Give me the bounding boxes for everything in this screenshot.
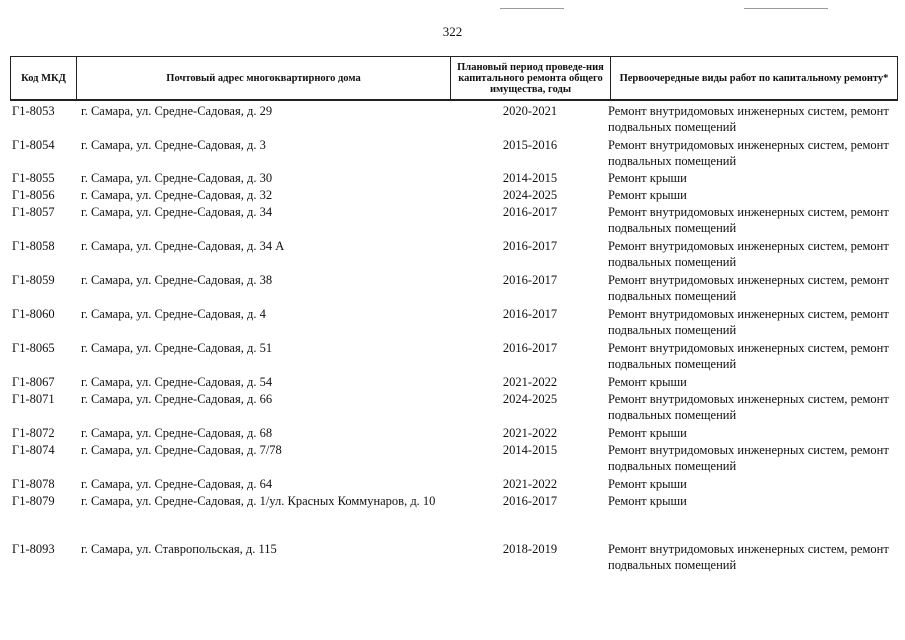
row-code: Г1-8053 bbox=[12, 104, 55, 118]
row-period: 2018-2019 bbox=[502, 542, 558, 556]
top-rule-right bbox=[744, 8, 828, 9]
row-code: Г1-8057 bbox=[12, 205, 55, 219]
row-address: г. Самара, ул. Средне-Садовая, д. 30 bbox=[81, 171, 273, 185]
row-address: г. Самара, ул. Средне-Садовая, д. 34 bbox=[81, 205, 273, 219]
row-works: Ремонт крыши bbox=[608, 375, 687, 389]
row-address: г. Самара, ул. Средне-Садовая, д. 32 bbox=[81, 188, 273, 202]
row-address: г. Самара, ул. Средне-Садовая, д. 64 bbox=[81, 477, 273, 491]
row-works: Ремонт внутридомовых инженерных систем, ремонт подвальных помещений bbox=[608, 239, 889, 269]
row-works: Ремонт внутридомовых инженерных систем, ремонт подвальных помещений bbox=[608, 443, 889, 473]
row-address: г. Самара, ул. Средне-Садовая, д. 66 bbox=[81, 392, 273, 406]
row-works: Ремонт внутридомовых инженерных систем, ремонт подвальных помещений bbox=[608, 273, 889, 303]
row-address: г. Самара, ул. Средне-Садовая, д. 7/78 bbox=[81, 443, 282, 457]
row-works: Ремонт внутридомовых инженерных систем, ремонт подвальных помещений bbox=[608, 341, 889, 371]
row-address: г. Самара, ул. Средне-Садовая, д. 38 bbox=[81, 273, 273, 287]
row-works: Ремонт внутридомовых инженерных систем, ремонт подвальных помещений bbox=[608, 392, 889, 422]
row-works: Ремонт крыши bbox=[608, 171, 687, 185]
row-code: Г1-8060 bbox=[12, 307, 55, 321]
row-works: Ремонт внутридомовых инженерных систем, ремонт подвальных помещений bbox=[608, 104, 889, 134]
row-period: 2020-2021 bbox=[502, 104, 558, 118]
row-period: 2016-2017 bbox=[502, 307, 558, 321]
row-address: г. Самара, ул. Средне-Садовая, д. 51 bbox=[81, 341, 273, 355]
capital-repair-table bbox=[10, 56, 898, 572]
row-period: 2016-2017 bbox=[502, 273, 558, 287]
row-code: Г1-8056 bbox=[12, 188, 55, 202]
row-works: Ремонт внутридомовых инженерных систем, ремонт подвальных помещений bbox=[608, 205, 889, 235]
row-address: г. Самара, ул. Средне-Садовая, д. 1/ул. Красных Коммунаров, д. 10 bbox=[81, 494, 436, 508]
row-address: г. Самара, ул. Средне-Садовая, д. 3 bbox=[81, 138, 266, 152]
row-period: 2016-2017 bbox=[502, 494, 558, 508]
row-address: г. Самара, ул. Средне-Садовая, д. 68 bbox=[81, 426, 273, 440]
row-code: Г1-8065 bbox=[12, 341, 55, 355]
row-code: Г1-8079 bbox=[12, 494, 55, 508]
row-address: г. Самара, ул. Средне-Садовая, д. 54 bbox=[81, 375, 273, 389]
row-address: г. Самара, ул. Ставропольская, д. 115 bbox=[81, 542, 277, 556]
row-period: 2015-2016 bbox=[502, 138, 558, 152]
row-code: Г1-8055 bbox=[12, 171, 55, 185]
top-rule-left bbox=[500, 8, 564, 9]
header-code: Код МКД bbox=[11, 57, 77, 99]
row-works: Ремонт внутридомовых инженерных систем, ремонт подвальных помещений bbox=[608, 542, 889, 572]
row-address: г. Самара, ул. Средне-Садовая, д. 4 bbox=[81, 307, 266, 321]
row-period: 2016-2017 bbox=[502, 341, 558, 355]
row-code: Г1-8093 bbox=[12, 542, 55, 556]
row-period: 2021-2022 bbox=[502, 477, 558, 491]
row-period: 2014-2015 bbox=[502, 171, 558, 185]
row-code: Г1-8078 bbox=[12, 477, 55, 491]
header-address: Почтовый адрес многоквартирного дома bbox=[77, 57, 451, 99]
row-address: г. Самара, ул. Средне-Садовая, д. 34 А bbox=[81, 239, 285, 253]
row-works: Ремонт внутридомовых инженерных систем, ремонт подвальных помещений bbox=[608, 307, 889, 337]
row-works: Ремонт крыши bbox=[608, 188, 687, 202]
row-period: 2021-2022 bbox=[502, 426, 558, 440]
row-works: Ремонт крыши bbox=[608, 494, 687, 508]
row-works: Ремонт крыши bbox=[608, 426, 687, 440]
row-period: 2016-2017 bbox=[502, 205, 558, 219]
table-header bbox=[10, 56, 898, 101]
row-period: 2016-2017 bbox=[502, 239, 558, 253]
row-works: Ремонт внутридомовых инженерных систем, ремонт подвальных помещений bbox=[608, 138, 889, 168]
row-period: 2014-2015 bbox=[502, 443, 558, 457]
row-code: Г1-8067 bbox=[12, 375, 55, 389]
row-code: Г1-8054 bbox=[12, 138, 55, 152]
row-code: Г1-8072 bbox=[12, 426, 55, 440]
page-number: 322 bbox=[442, 24, 463, 39]
row-works: Ремонт крыши bbox=[608, 477, 687, 491]
row-period: 2024-2025 bbox=[502, 392, 558, 406]
header-period: Плановый период проведе-ния капитального ремонта общего имущества, годы bbox=[451, 57, 611, 99]
row-code: Г1-8074 bbox=[12, 443, 55, 457]
row-period: 2021-2022 bbox=[502, 375, 558, 389]
row-code: Г1-8071 bbox=[12, 392, 55, 406]
row-code: Г1-8058 bbox=[12, 239, 55, 253]
header-works: Первоочередные виды работ по капитальному ремонту* bbox=[619, 72, 889, 84]
row-address: г. Самара, ул. Средне-Садовая, д. 29 bbox=[81, 104, 273, 118]
row-code: Г1-8059 bbox=[12, 273, 55, 287]
row-period: 2024-2025 bbox=[502, 188, 558, 202]
